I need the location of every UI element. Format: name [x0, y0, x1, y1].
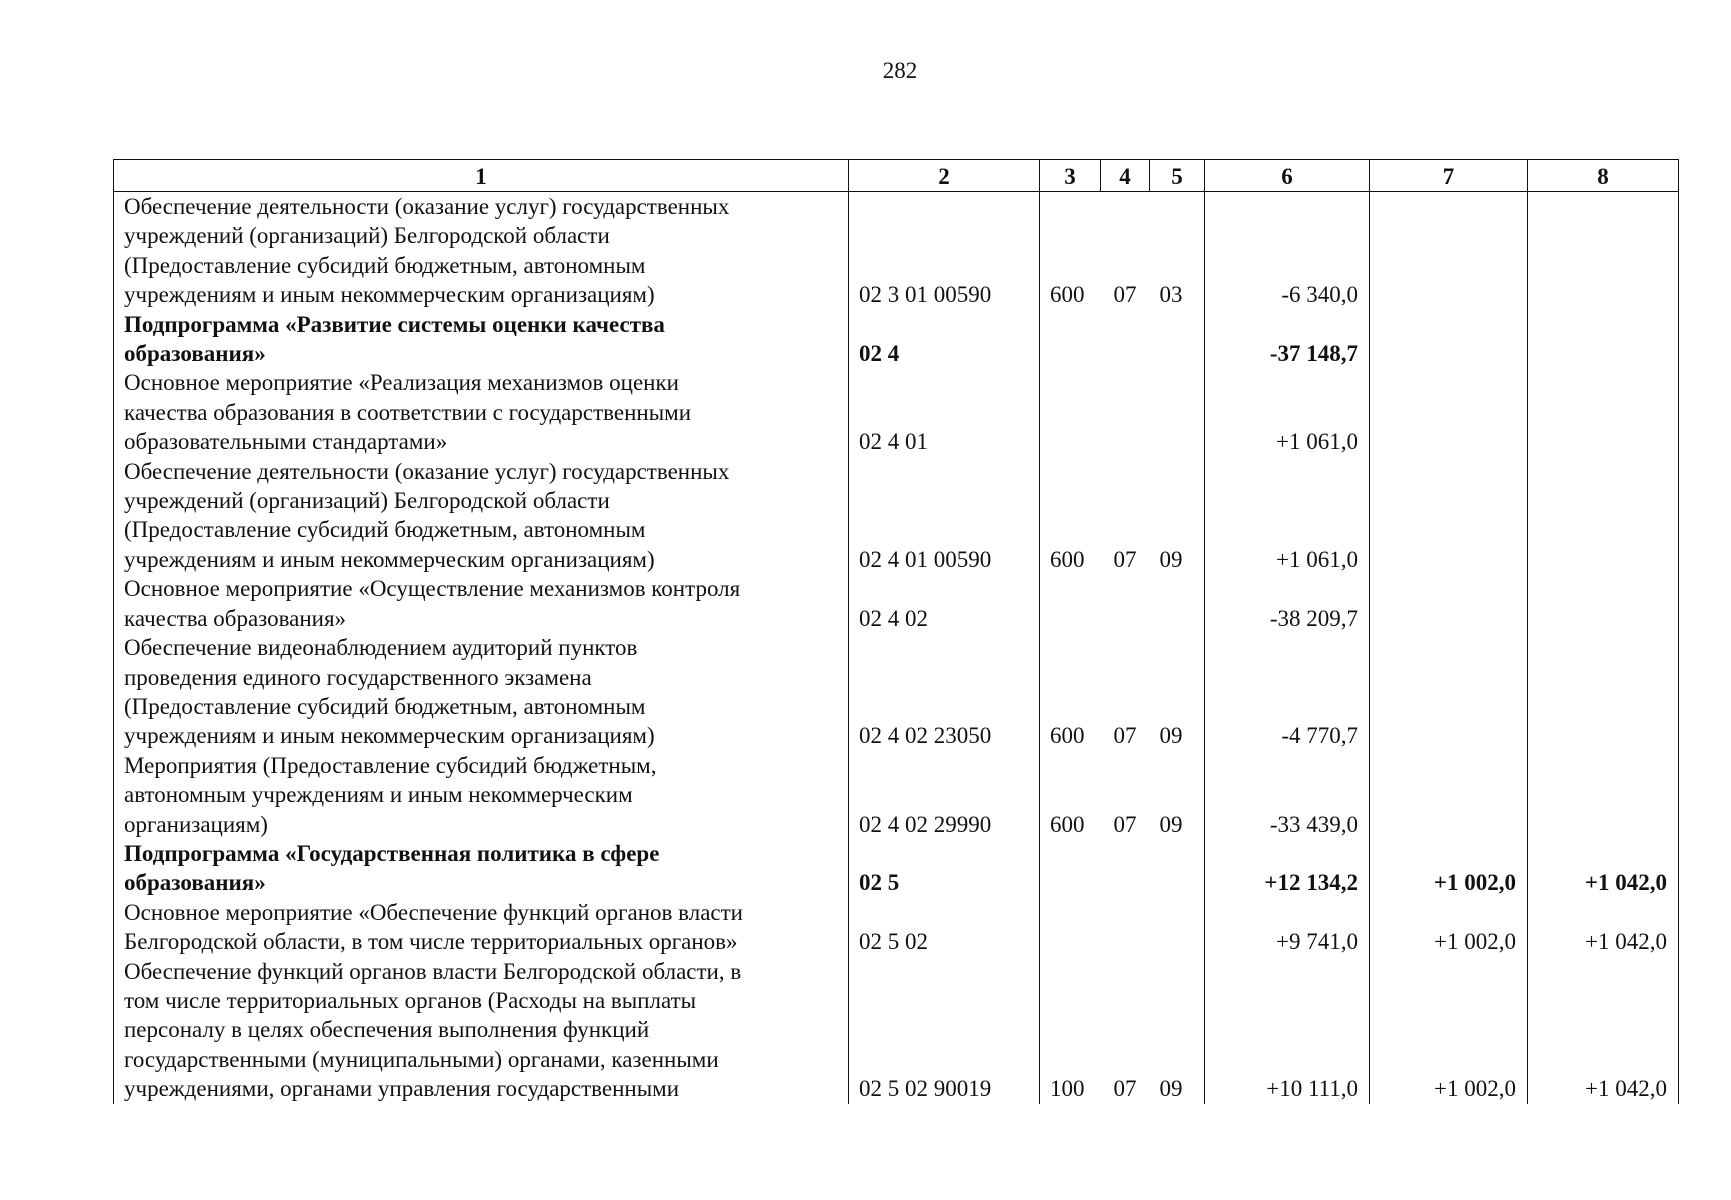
row-col-7: +1 002,0: [1370, 898, 1528, 957]
row-col-5: 03: [1150, 192, 1205, 310]
row-col-4: 07: [1113, 723, 1137, 749]
table-row: [114, 839, 1679, 898]
row-description: Основное мероприятие «Осуществление механизмов контроля качества образования»: [114, 574, 849, 633]
page-number: 282: [882, 58, 918, 83]
row-col-8: +1 042,0: [1528, 839, 1679, 898]
row-col-8: [1528, 192, 1679, 310]
table-body: [114, 192, 1679, 1104]
row-col-4: 07: [1113, 1076, 1137, 1102]
row-col-7: [1370, 368, 1528, 456]
row-col-7: [1370, 457, 1528, 575]
row-col-3: [1040, 898, 1101, 957]
row-col-3: [1040, 310, 1101, 369]
row-col-3: 600: [1040, 633, 1101, 751]
header-col-2: 2: [849, 160, 1040, 192]
row-col-6: +12 134,2: [1205, 839, 1370, 898]
row-code: 02 5 02 90019: [849, 957, 1040, 1104]
row-col-5: 09: [1150, 457, 1205, 575]
row-col-8: +1 042,0: [1528, 898, 1679, 957]
row-col-8: [1528, 574, 1679, 633]
row-col-4: 07: [1113, 282, 1137, 308]
row-col-5: [1150, 310, 1205, 369]
row-col-5: 09: [1150, 751, 1205, 839]
row-code: 02 4 01 00590: [849, 457, 1040, 575]
row-col-6: -38 209,7: [1205, 574, 1370, 633]
row-col-7: [1370, 633, 1528, 751]
row-col-6: -6 340,0: [1205, 192, 1370, 310]
row-col-3: 600: [1040, 192, 1101, 310]
row-col-7: [1370, 751, 1528, 839]
row-col-7: +1 002,0: [1370, 839, 1528, 898]
row-col-5: 09: [1150, 633, 1205, 751]
row-col-7: [1370, 192, 1528, 310]
header-col-6: 6: [1205, 160, 1370, 192]
row-code: 02 4 02 29990: [849, 751, 1040, 839]
row-description: Обеспечение функций органов власти Белгородской области, в том числе территориальных органов (Расходы на выплаты персоналу в целях обеспечения выполнения функций государственными (муниципальными) органами, казенными учреждениями, органами управления государственными: [114, 957, 849, 1104]
row-col-3: 100: [1040, 957, 1101, 1104]
header-col-4: 4: [1101, 160, 1150, 192]
table-row: [114, 310, 1679, 369]
row-code: 02 4 02 23050: [849, 633, 1040, 751]
row-col-6: -33 439,0: [1205, 751, 1370, 839]
table-row: [114, 633, 1679, 751]
row-code: 02 5: [849, 839, 1040, 898]
row-col-8: [1528, 633, 1679, 751]
row-col-5: [1150, 898, 1205, 957]
row-col-4: 07: [1113, 546, 1137, 572]
row-col-8: [1528, 310, 1679, 369]
row-description: Основное мероприятие «Обеспечение функций органов власти Белгородской области, в том числе территориальных органов»: [114, 898, 849, 957]
header-col-3: 3: [1040, 160, 1101, 192]
row-col-7: [1370, 310, 1528, 369]
row-col-6: -4 770,7: [1205, 633, 1370, 751]
row-description: Подпрограмма «Развитие системы оценки качества образования»: [114, 310, 849, 369]
row-col-5: [1150, 574, 1205, 633]
budget-table: [113, 159, 1679, 1104]
row-description: Обеспечение видеонаблюдением аудиторий пунктов проведения единого государственного экзамена (Предоставление субсидий бюджетным, автономным учреждениям и иным некоммерческим организациям): [114, 633, 849, 751]
row-code: 02 4 02: [849, 574, 1040, 633]
table-row: [114, 192, 1679, 310]
row-description: Мероприятия (Предоставление субсидий бюджетным, автономным учреждениям и иным некоммерческим организациям): [114, 751, 849, 839]
row-code: 02 5 02: [849, 898, 1040, 957]
row-col-4: 07: [1113, 811, 1137, 837]
row-col-8: +1 042,0: [1528, 957, 1679, 1104]
row-col-6: +1 061,0: [1205, 368, 1370, 456]
row-description: Подпрограмма «Государственная политика в сфере образования»: [114, 839, 849, 898]
row-description: Основное мероприятие «Реализация механизмов оценки качества образования в соответствии с государственными образовательными стандартами»: [114, 368, 849, 456]
row-col-6: +9 741,0: [1205, 898, 1370, 957]
row-col-3: [1040, 574, 1101, 633]
row-col-5: [1150, 368, 1205, 456]
row-col-6: +1 061,0: [1205, 457, 1370, 575]
header-col-1: 1: [114, 160, 849, 192]
table-row: [114, 574, 1679, 633]
table-row: [114, 368, 1679, 456]
row-col-5: [1150, 839, 1205, 898]
row-col-4: [1101, 839, 1150, 898]
row-code: 02 3 01 00590: [849, 192, 1040, 310]
row-description: Обеспечение деятельности (оказание услуг) государственных учреждений (организаций) Белгородской области (Предоставление субсидий бюджетным, автономным учреждениям и иным некоммерческим организациям): [114, 457, 849, 575]
row-col-7: [1370, 574, 1528, 633]
row-code: 02 4 01: [849, 368, 1040, 456]
row-col-4: [1101, 898, 1150, 957]
table-header-row: [114, 160, 1679, 192]
header-col-5: 5: [1150, 160, 1205, 192]
row-col-8: [1528, 457, 1679, 575]
header-col-7: 7: [1370, 160, 1528, 192]
row-col-3: 600: [1040, 457, 1101, 575]
table-row: [114, 957, 1679, 1104]
row-col-3: 600: [1040, 751, 1101, 839]
table-row: [114, 751, 1679, 839]
header-col-8: 8: [1528, 160, 1679, 192]
row-col-4: [1101, 368, 1150, 456]
row-col-3: [1040, 839, 1101, 898]
row-col-4: [1101, 574, 1150, 633]
row-col-3: [1040, 368, 1101, 456]
row-col-7: +1 002,0: [1370, 957, 1528, 1104]
row-col-4: [1101, 310, 1150, 369]
row-description: Обеспечение деятельности (оказание услуг) государственных учреждений (организаций) Белгородской области (Предоставление субсидий бюджетным, автономным учреждениям и иным некоммерческим организациям): [114, 192, 849, 310]
table-row: [114, 457, 1679, 575]
table-row: [114, 898, 1679, 957]
row-col-8: [1528, 368, 1679, 456]
row-col-8: [1528, 751, 1679, 839]
row-col-5: 09: [1150, 957, 1205, 1104]
row-code: 02 4: [849, 310, 1040, 369]
row-col-6: +10 111,0: [1205, 957, 1370, 1104]
row-col-6: -37 148,7: [1205, 310, 1370, 369]
